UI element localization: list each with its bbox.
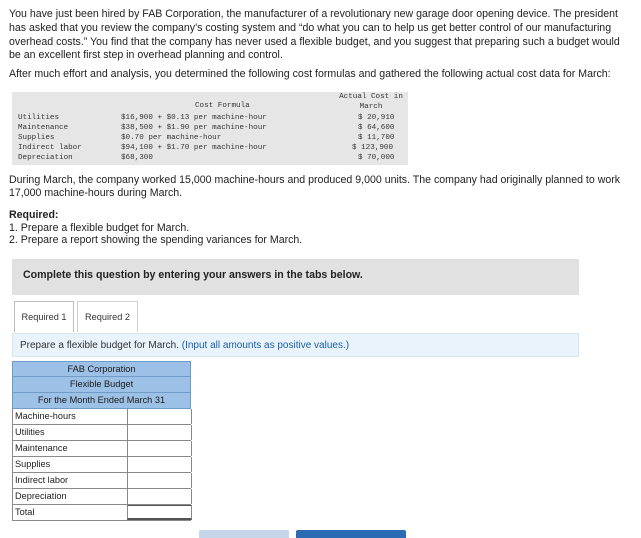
- budget-row-label: Maintenance: [15, 443, 68, 453]
- utilities-input[interactable]: [127, 425, 192, 440]
- budget-row-label: Machine-hours: [15, 411, 76, 421]
- cost-row-actual: $ 123,900: [352, 144, 394, 152]
- cost-row-actual: $ 64,600: [358, 124, 395, 132]
- maintenance-input[interactable]: [127, 441, 192, 456]
- cost-row-maintenance: [18, 123, 408, 133]
- cost-row-formula: $16,900 + $0.13 per machine-hour: [121, 114, 267, 122]
- budget-row-indirect-labor: [12, 473, 191, 489]
- cost-row-depreciation: [18, 153, 408, 163]
- march-activity-paragraph: During March, the company worked 15,000 machine-hours and produced 9,000 units. The company had originally planned to work 17,000 machine-hours during March.: [9, 174, 621, 199]
- complete-question-text: Complete this question by entering your answers in the tabs below.: [23, 269, 363, 281]
- actual-cost-header-line1: Actual Cost in: [339, 93, 403, 101]
- cost-row-actual: $ 70,000: [358, 154, 395, 162]
- depreciation-input[interactable]: [127, 489, 192, 504]
- budget-row-label: Total: [15, 507, 35, 517]
- budget-row-label: Depreciation: [15, 491, 67, 501]
- cost-row-formula: $94,100 + $1.70 per machine-hour: [121, 144, 267, 152]
- cost-row-name: Maintenance: [18, 124, 69, 132]
- period-header: For the Month Ended March 31: [12, 393, 191, 409]
- budget-row-label: Indirect labor: [15, 475, 69, 485]
- cost-row-name: Depreciation: [18, 154, 73, 162]
- cost-row-supplies: [18, 133, 408, 143]
- budget-row-label: Supplies: [15, 459, 51, 469]
- cost-data-lead-in: After much effort and analysis, you determined the following cost formulas and gathered the following actual cost data for March:: [9, 68, 611, 80]
- total-input[interactable]: [127, 505, 192, 520]
- cost-row-name: Utilities: [18, 114, 60, 122]
- budget-row-machine-hours: [12, 409, 191, 425]
- flexible-budget-header: Flexible Budget: [12, 377, 191, 393]
- indirect-labor-input[interactable]: [127, 473, 192, 488]
- instruction-note: (Input all amounts as positive values.): [181, 340, 350, 351]
- required-item-1: 1. Prepare a flexible budget for March.: [9, 222, 190, 234]
- machine-hours-input[interactable]: [127, 409, 192, 424]
- instruction-main: Prepare a flexible budget for March.: [20, 340, 179, 351]
- company-name-header: FAB Corporation: [12, 361, 191, 377]
- budget-row-label: Utilities: [15, 427, 45, 437]
- tab-required-2[interactable]: Required 2: [77, 301, 138, 332]
- required-title: Required:: [9, 209, 59, 221]
- instruction-banner: [12, 333, 579, 357]
- budget-row-utilities: [12, 425, 191, 441]
- actual-cost-header-line2: March: [359, 102, 383, 111]
- cost-row-actual: $ 11,700: [358, 134, 395, 142]
- budget-row-maintenance: [12, 441, 191, 457]
- cost-formula-table: [12, 92, 408, 165]
- required-item-2: 2. Prepare a report showing the spending variances for March.: [9, 234, 303, 246]
- complete-question-banner: [12, 259, 579, 295]
- actual-cost-header: [335, 93, 407, 112]
- cost-row-name: Supplies: [18, 134, 55, 142]
- problem-intro-paragraph: You have just been hired by FAB Corporation, the manufacturer of a revolutionary new garage door opening device. The president has asked that you review the company's costing system and “do what you can to help us get better control of our manufacturing overhead costs.” You find that the company has never used a flexible budget, and you suggest that preparing such a budget would be an excellent first step in overhead planning and control.: [9, 8, 620, 62]
- next-tab-button[interactable]: [296, 530, 406, 538]
- cost-row-name: Indirect labor: [18, 144, 82, 152]
- previous-tab-button[interactable]: [199, 530, 289, 538]
- budget-row-total: [12, 505, 191, 521]
- supplies-input[interactable]: [127, 457, 192, 472]
- instruction-text: [20, 340, 349, 351]
- budget-row-supplies: [12, 457, 191, 473]
- tab-required-1[interactable]: Required 1: [14, 301, 74, 332]
- cost-row-utilities: [18, 113, 408, 123]
- cost-row-indirect-labor: [18, 143, 408, 153]
- cost-row-formula: $38,500 + $1.90 per machine-hour: [121, 124, 267, 132]
- budget-row-depreciation: [12, 489, 191, 505]
- cost-row-formula: $68,300: [121, 154, 153, 162]
- cost-formula-header: Cost Formula: [195, 102, 250, 110]
- flexible-budget-table: [12, 361, 191, 521]
- cost-row-formula: $0.70 per machine-hour: [121, 134, 222, 142]
- cost-row-actual: $ 20,910: [358, 114, 395, 122]
